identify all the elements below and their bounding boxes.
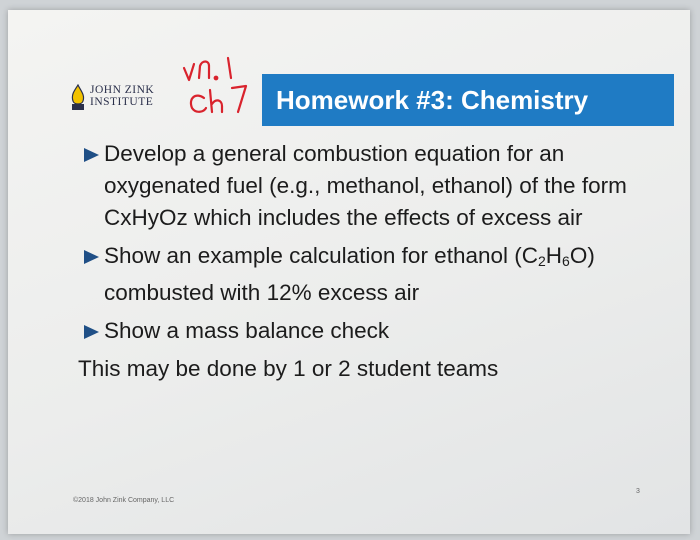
slide — [8, 10, 690, 534]
flame-icon — [68, 84, 88, 112]
bullet-item — [76, 138, 686, 234]
copyright-footer: ©2018 John Zink Company, LLC — [73, 497, 175, 504]
bullet-item — [76, 240, 686, 309]
slide-content — [76, 138, 686, 385]
logo-line-2: INSTITUTE — [90, 96, 154, 108]
bullet-text: Show a mass balance check — [104, 318, 390, 343]
logo-line-1: JOHN ZINK — [90, 84, 155, 96]
bullet-item — [76, 315, 686, 347]
bullet-arrow-icon — [84, 325, 99, 339]
title-banner: Homework #3: Chemistry — [262, 74, 674, 126]
bullet-arrow-icon — [84, 148, 99, 162]
bullet-arrow-icon — [84, 250, 99, 264]
bullet-text: Show an example calculation for ethanol $(C_2H_6O)$ combusted with 12% excess air — [104, 243, 595, 305]
closing-text: This may be done by 1 or 2 student teams — [78, 356, 499, 381]
page-number: 3 — [636, 488, 640, 495]
bullet-text: Develop a general combustion equation for an oxygenated fuel (e.g., methanol, ethanol) of the form CxHyOz which includes the effects of excess air — [104, 141, 627, 230]
handwritten-annotation — [176, 46, 266, 126]
